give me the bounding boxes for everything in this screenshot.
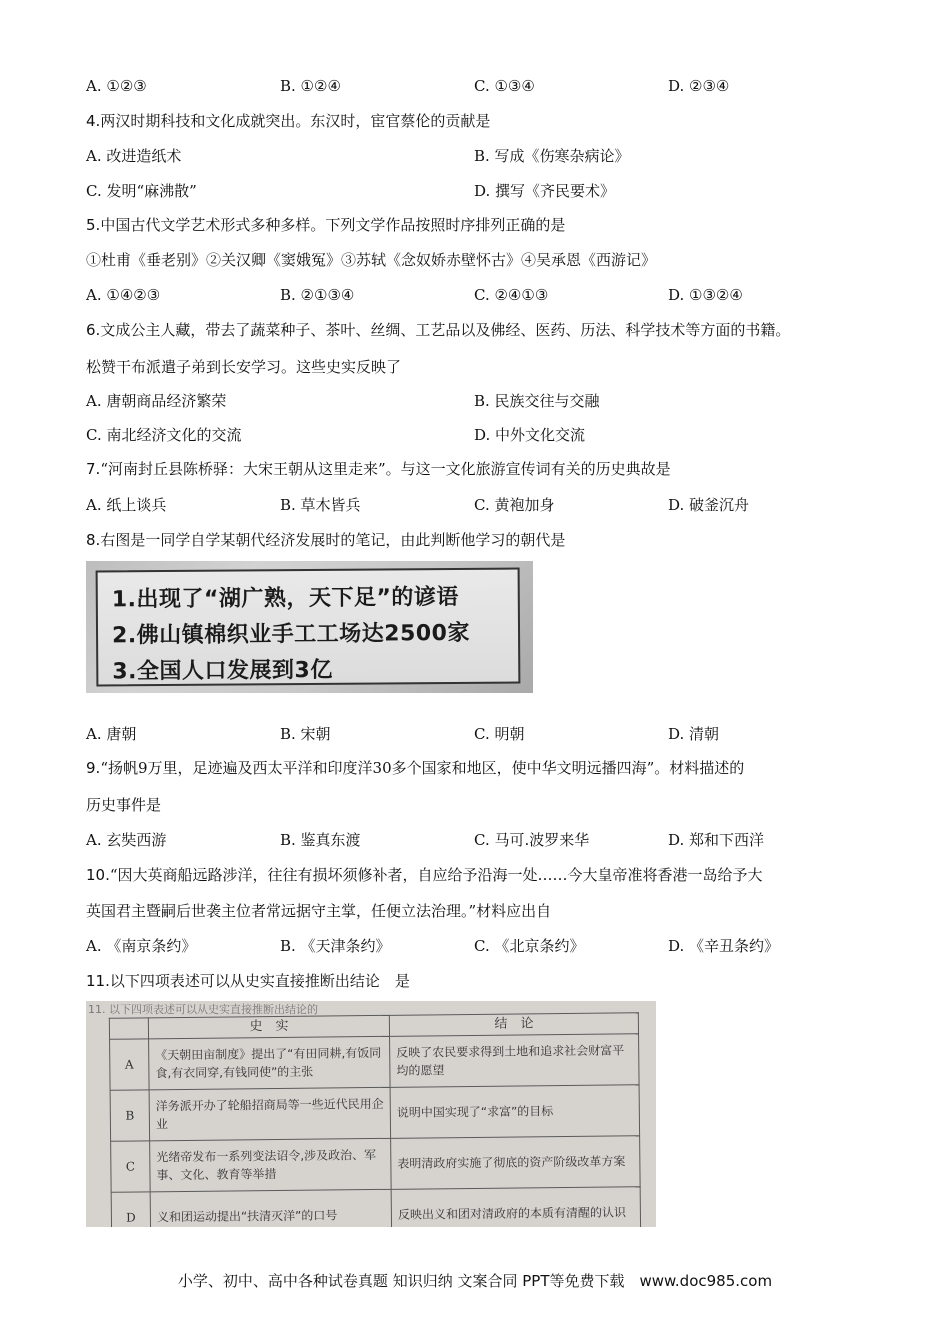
question-stem-continued: 松赞干布派遣子弟到长安学习。这些史实反映了: [86, 358, 402, 376]
question-11: [86, 971, 410, 991]
row-letter: B: [110, 1090, 150, 1141]
question-number: 9.: [86, 759, 101, 777]
question-stem: “因大英商船远路涉洋，往往有损坏须修补者，自应给予沿海一处……今大皇帝准将香港一岛给予大: [109, 866, 763, 884]
question-items: ①杜甫《垂老别》②关汉卿《窦娥冤》③苏轼《念奴娇赤壁怀古》④吴承恩《西游记》: [86, 251, 657, 269]
question-stem-continued: 英国君主暨嗣后世袭主位者常远据守主掌，任便立法治理。”材料应出自: [86, 902, 552, 920]
question-8: [86, 530, 565, 550]
note-line-2: 2.佛山镇棉织业手工工场达2500家: [111, 620, 471, 649]
row-letter: D: [111, 1192, 151, 1227]
option-c: C. ①③④: [474, 77, 535, 95]
question-number: 11.: [86, 972, 110, 990]
row-fact: 《天朝田亩制度》提出了“有田同耕,有饭同食,有衣同穿,有钱同使”的主张: [149, 1036, 391, 1090]
option-c: C. 《北京条约》: [474, 937, 585, 955]
option-b: B. ②①③④: [280, 286, 355, 304]
question-number: 5.: [86, 216, 101, 234]
option-c: C. ②④①③: [474, 286, 549, 304]
question-10: [86, 865, 763, 885]
question-7: [86, 459, 671, 479]
question-stem: 两汉时期科技和文化成就突出。东汉时，宦官蔡伦的贡献是: [100, 112, 491, 130]
question-number: 4.: [86, 112, 101, 130]
option-b: B. 《天津条约》: [280, 937, 391, 955]
option-d: D. 郑和下西洋: [668, 831, 765, 849]
note-line-1: 1.出现了“湖广熟，天下足”的谚语: [111, 584, 459, 613]
page-footer: 小学、初中、高中各种试卷真题 知识归纳 文案合同 PPT等免费下载 www.doc985.com: [177, 1272, 773, 1290]
question-stem-continued: 历史事件是: [86, 796, 162, 814]
option-d: D. ②③④: [668, 77, 730, 95]
question-number: 7.: [86, 460, 101, 478]
option-d: D. 清朝: [668, 725, 720, 743]
question-stem: 以下四项表述可以从史实直接推断出结论 是: [109, 972, 410, 990]
row-fact: 义和团运动提出“扶清灭洋”的口号: [150, 1189, 392, 1227]
row-fact: 洋务派开办了轮船招商局等一些近代民用企业: [149, 1087, 391, 1141]
option-a: A. 唐朝商品经济繁荣: [86, 392, 227, 410]
option-c: C. 黄袍加身: [474, 496, 555, 514]
option-b: B. 草木皆兵: [280, 496, 361, 514]
option-a: A. 改进造纸术: [86, 147, 182, 165]
question-9: [86, 758, 744, 778]
option-a: A. 玄奘西游: [86, 831, 167, 849]
option-a: A. 纸上谈兵: [86, 496, 167, 514]
option-d: D. 《辛丑条约》: [668, 937, 780, 955]
study-notes-photo: [86, 561, 533, 693]
row-letter: A: [110, 1039, 150, 1090]
question-stem: 中国古代文学艺术形式多种多样。下列文学作品按照时序排列正确的是: [100, 216, 566, 234]
table-corner: [109, 1018, 148, 1039]
question-stem: “河南封丘县陈桥驿：大宋王朝从这里走来”。与这一文化旅游宣传词有关的历史典故是: [100, 460, 671, 478]
option-c: C. 发明“麻沸散”: [86, 182, 197, 200]
question-number: 8.: [86, 531, 101, 549]
option-b: B. ①②④: [280, 77, 341, 95]
row-conclusion: 说明中国实现了“求富”的目标: [390, 1085, 640, 1139]
option-a: A. ①④②③: [86, 286, 161, 304]
table-row: [110, 1034, 640, 1091]
question-5: [86, 215, 565, 235]
row-conclusion: 反映了农民要求得到土地和追求社会财富平均的愿望: [390, 1034, 640, 1088]
option-b: B. 鉴真东渡: [280, 831, 361, 849]
facts-conclusions-table: [109, 1012, 641, 1227]
note-line-3: 3.全国人口发展到3亿: [112, 657, 333, 685]
question-stem: 右图是一同学自学某朝代经济发展时的笔记，由此判断他学习的朝代是: [100, 531, 566, 549]
column-header-conclusion: 结 论: [389, 1013, 638, 1037]
question-number: 6.: [86, 321, 101, 339]
question-stem: “扬帆9万里，足迹遍及西太平洋和印度洋30多个国家和地区，使中华文明远播四海”。材料描述的: [100, 759, 745, 777]
row-letter: C: [111, 1141, 151, 1192]
option-a: A. 《南京条约》: [86, 937, 197, 955]
row-conclusion: 表明清政府实施了彻底的资产阶级改革方案: [391, 1136, 641, 1190]
column-header-fact: 史 实: [148, 1015, 389, 1039]
option-a: A. 唐朝: [86, 725, 137, 743]
row-fact: 光绪帝发布一系列变法诏令,涉及政治、军事、文化、教育等举措: [150, 1138, 392, 1192]
option-b: B. 写成《伤寒杂病论》: [474, 147, 630, 165]
option-c: C. 马可.波罗来华: [474, 831, 590, 849]
option-d: D. 中外文化交流: [474, 426, 586, 444]
option-d: D. 撰写《齐民要术》: [474, 182, 616, 200]
option-b: B. 民族交往与交融: [474, 392, 600, 410]
table-row: [110, 1085, 640, 1142]
option-d: D. ①③②④: [668, 286, 743, 304]
option-c: C. 南北经济文化的交流: [86, 426, 242, 444]
note-paper: [96, 568, 521, 687]
table-photo-caption: 11. 以下四项表述可以从史实直接推断出结论的: [88, 1003, 318, 1016]
question-4: [86, 111, 490, 131]
question-6: [86, 320, 790, 340]
row-conclusion: 反映出义和团对清政府的本质有清醒的认识: [391, 1187, 641, 1227]
option-a: A. ①②③: [86, 77, 147, 95]
option-d: D. 破釜沉舟: [668, 496, 750, 514]
table-row: [111, 1187, 641, 1227]
question-stem: 文成公主人藏，带去了蔬菜种子、茶叶、丝绸、工艺品以及佛经、医药、历法、科学技术等方面的书籍。: [100, 321, 791, 339]
option-c: C. 明朝: [474, 725, 525, 743]
question-number: 10.: [86, 866, 110, 884]
table-row: [111, 1136, 641, 1193]
option-b: B. 宋朝: [280, 725, 331, 743]
history-table-photo: [86, 1001, 656, 1227]
